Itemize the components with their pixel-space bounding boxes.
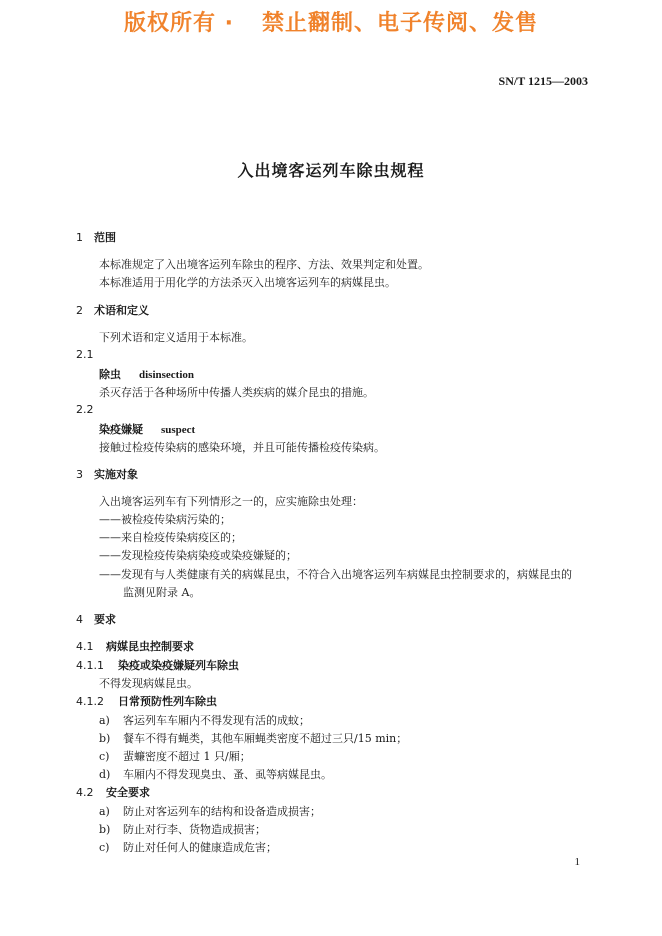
list-marker: c) [99,841,110,854]
term-2-2-number: 2.2 [76,403,94,416]
list-marker: b) [99,732,111,745]
list-item [99,821,266,837]
section-4-heading [76,611,116,627]
list-item-continuation: 监测见附录 A。 [123,586,201,599]
list-text: 防止对客运列车的结构和设备造成损害； [123,805,321,818]
section-number: 4.1 [76,640,94,653]
watermark-right: 禁止翻制、电子传阅、发售 [262,11,539,36]
list-text: 蜚蠊密度不超过 1 只/厢； [123,750,251,763]
section-3-paragraph-1: 入出境客运列车有下列情形之一的，应实施除虫处理： [99,495,363,508]
section-number: 3 [76,468,83,481]
list-marker: b) [99,823,111,836]
section-title: 日常预防性列车除虫 [118,695,217,708]
list-marker: a) [99,714,110,727]
list-item [99,730,407,746]
list-marker: a) [99,805,110,818]
section-1-paragraph-1: 本标准规定了入出境客运列车除虫的程序、方法、效果判定和处置。 [99,258,429,271]
list-item [99,766,332,782]
list-item [99,712,310,728]
section-4-1-2-heading [76,693,217,709]
term-cn: 染疫嫌疑 [99,423,143,436]
section-2-paragraph-1: 下列术语和定义适用于本标准。 [99,331,253,344]
section-title: 染疫或染疫嫌疑列车除虫 [118,659,239,672]
list-marker: d) [99,768,111,781]
section-number: 1 [76,231,83,244]
list-item [99,803,321,819]
list-item: ——来自检疫传染病疫区的； [99,531,242,544]
list-marker: c) [99,750,110,763]
copyright-watermark [0,6,662,37]
term-2-1 [99,366,194,382]
list-item [99,839,277,855]
term-en: suspect [161,424,196,436]
section-title: 术语和定义 [94,304,149,317]
section-title: 病媒昆虫控制要求 [106,640,194,653]
section-1-paragraph-2: 本标准适用于用化学的方法杀灭入出境客运列车的病媒昆虫。 [99,276,396,289]
term-cn: 除虫 [99,368,121,381]
term-2-1-number: 2.1 [76,348,94,361]
term-2-2 [99,421,195,437]
list-text: 车厢内不得发现臭虫、蚤、虱等病媒昆虫。 [123,768,332,781]
standard-number: SN/T 1215—2003 [498,74,588,88]
section-title: 实施对象 [94,468,138,481]
list-text: 防止对行李、货物造成损害； [123,823,266,836]
section-number: 4 [76,613,83,626]
list-text: 餐车不得有蝇类，其他车厢蝇类密度不超过三只/15 min； [123,732,408,745]
section-4-1-heading [76,638,194,654]
section-3-heading [76,466,138,482]
section-title: 范围 [94,231,116,244]
section-title: 安全要求 [106,786,150,799]
list-item [99,748,251,764]
term-2-1-definition: 杀灭存活于各种场所中传播人类疾病的媒介昆虫的措施。 [99,386,374,399]
section-2-heading [76,302,149,318]
section-4-2-heading [76,784,150,800]
section-4-1-1-paragraph: 不得发现病媒昆虫。 [99,677,198,690]
list-text: 客运列车车厢内不得发现有活的成蚊； [123,714,310,727]
section-number: 2 [76,304,83,317]
term-en: disinsection [139,369,195,381]
section-1-heading [76,229,116,245]
section-4-1-1-heading [76,657,239,673]
list-item: ——发现有与人类健康有关的病媒昆虫，不符合入出境客运列车病媒昆虫控制要求的，病媒昆虫的 [99,568,572,581]
section-number: 4.1.1 [76,659,104,672]
list-item: ——发现检疫传染病染疫或染疫嫌疑的； [99,549,297,562]
section-number: 4.2 [76,786,94,799]
document-title: 入出境客运列车除虫规程 [237,161,425,180]
section-title: 要求 [94,613,116,626]
list-item: ——被检疫传染病污染的； [99,513,231,526]
page-number: 1 [574,856,580,868]
list-text: 防止对任何人的健康造成危害； [123,841,277,854]
section-number: 4.1.2 [76,695,104,708]
term-2-2-definition: 接触过检疫传染病的感染环境，并且可能传播检疫传染病。 [99,441,385,454]
watermark-left: 版权所有 · [123,11,234,36]
